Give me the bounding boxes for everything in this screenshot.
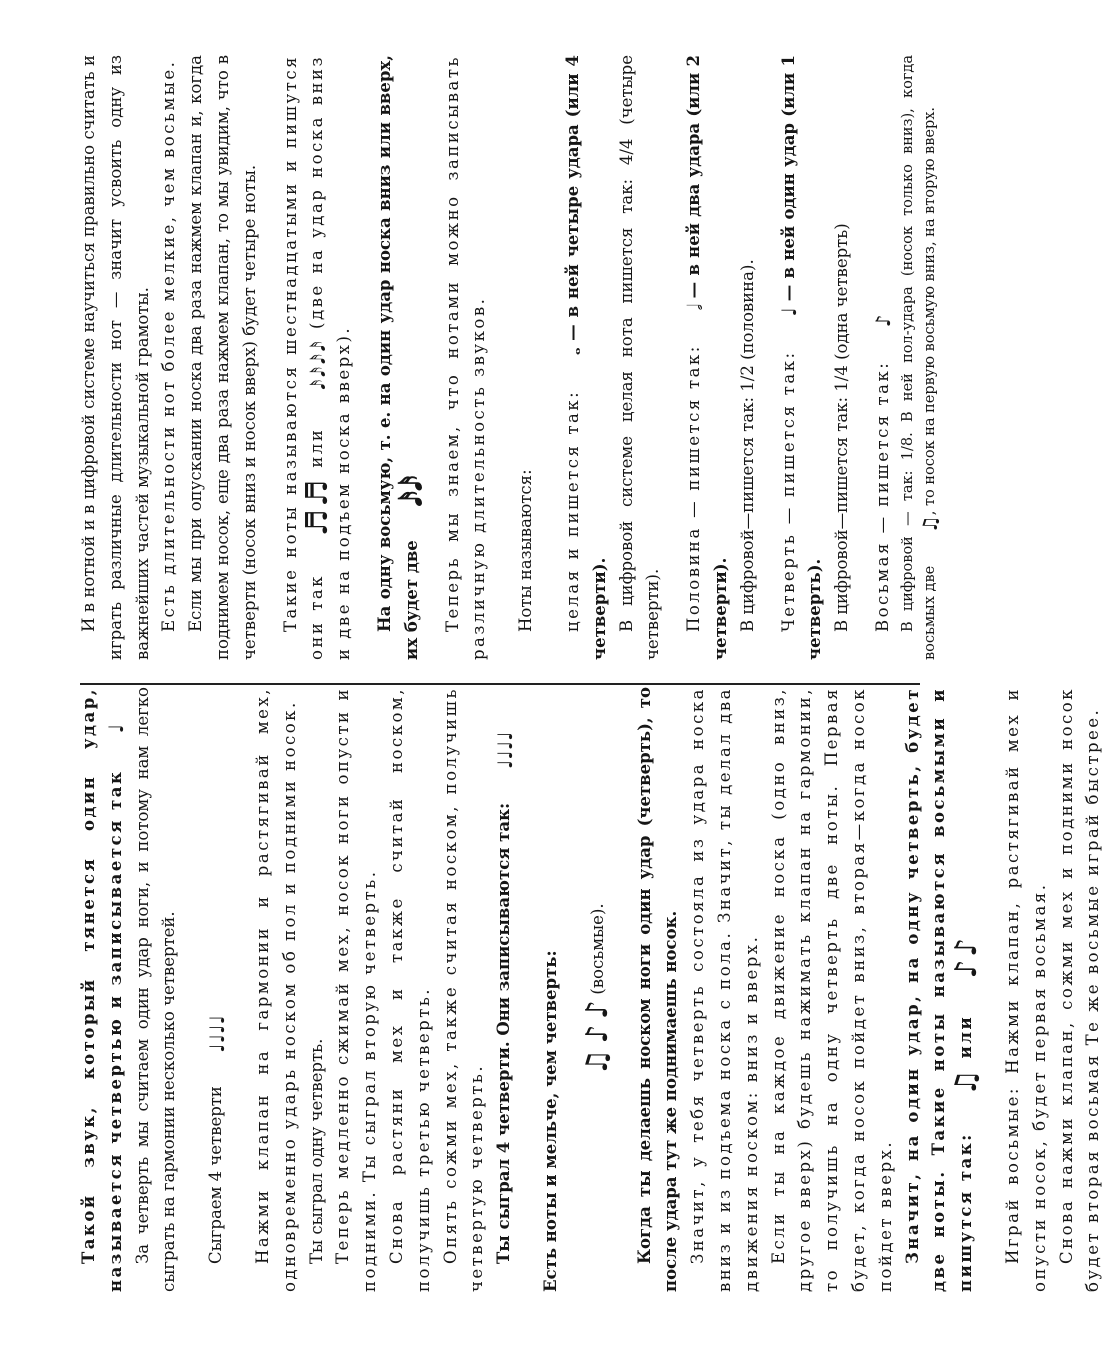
beamed-eighths-icon: ♫ bbox=[948, 1066, 984, 1096]
paragraph-play-eighths: Играй восьмые: Нажми клапан, растягивай мех и опусти носок, будет первая восьмая. bbox=[1002, 687, 1049, 1292]
beamed-eighths-icon: ♫ bbox=[917, 515, 942, 534]
paragraph-two-per-eighth: На одну восьмую, т. е. на один удар носка вниз или вверх, их будет две 𝅘𝅥𝅯𝅘𝅥𝅯 bbox=[374, 55, 430, 660]
right-column bbox=[76, 55, 941, 660]
paragraph-quarter-note: Четверть — пишется так: ♩ — в ней один удар (или 1 четверть). bbox=[777, 54, 825, 660]
paragraph-second-quarter: Теперь медленно сжимай мех, носок ноги опусти и подними. Ты сыграл вторую четверть. bbox=[333, 687, 380, 1292]
four-quarter-notes-icon: ♩♩♩♩ bbox=[492, 731, 517, 770]
paragraph-half-note: Половина — пишется так: 𝅗𝅥 — в ней два удара (или 2 четверти). bbox=[682, 54, 730, 660]
paragraph-third-quarter: Снова растяни мех и также считай носком, получишь третью четверть. bbox=[386, 687, 433, 1292]
paragraph-notes-named: Ноты называются: bbox=[516, 469, 536, 632]
paragraph-smaller-notes: Есть ноты и мельче, чем четверть: bbox=[540, 950, 560, 1292]
sixteenth-notes-icon: 𝅘𝅥𝅯𝅘𝅥𝅯 bbox=[394, 475, 430, 507]
paragraph-play-four: Сыграем 4 четверти ♩♩♩♩ bbox=[204, 1015, 229, 1264]
quarter-definition: Такой звук, который тянется один удар, называется четвертью и записывается так ♩ bbox=[79, 687, 129, 1292]
paragraph-whole-note: целая и пишется так: 𝅝 — в ней четыре удара (или 4 четверти). bbox=[561, 54, 609, 660]
half-note-icon: 𝅗𝅥 bbox=[682, 304, 707, 311]
eighth-note-icon: ♪♪ bbox=[948, 935, 984, 979]
paragraph-press-key: Нажми клапан на гармонии и растягивай мех, одновременно ударь носком об пол и подними носок. bbox=[252, 687, 299, 1292]
whole-note-icon: 𝅝 bbox=[561, 347, 586, 356]
paragraph-durations: Теперь мы знаем, что нотами можно записывать различную длительность звуков. bbox=[442, 55, 489, 660]
four-quarter-notes-icon: ♩♩♩♩ bbox=[204, 1015, 229, 1053]
eighths-example: ♫ ♪ ♪ (восьмые). bbox=[580, 903, 616, 1076]
sixteenth-notes-icon: 𝅘𝅥𝅯𝅘𝅥𝅯𝅘𝅥𝅯𝅘𝅥𝅯 bbox=[305, 338, 330, 390]
paragraph-rhythm-intro: И в нотной и в цифровой системе научиться правильно считать и играть различные длительности нот — значит усвоить одну из важнейших частей музыкальной грамоты. bbox=[79, 55, 152, 660]
eighth-note-icon: ♪ bbox=[580, 1024, 616, 1044]
paragraph-smaller-durations: Есть длительности нот более мелкие, чем восьмые. bbox=[159, 59, 179, 632]
paragraph-fourth-quarter: Опять сожми мех, также считая носком, получишь четвертую четверть. bbox=[440, 687, 487, 1292]
paragraph-four-quarters-written: Ты сыграл 4 четверти. Они записываются так: ♩♩♩♩ bbox=[492, 731, 517, 1264]
beamed-eighths-icon: ♫ bbox=[580, 1048, 616, 1076]
paragraph-quarter-digital: В цифровой—пишется так: 1/4 (одна четверть) bbox=[832, 223, 852, 632]
quarter-note-icon: ♩ bbox=[777, 307, 802, 317]
paragraph-sixteenths: Такие ноты называются шестнадцатыми и пишутся они так ♬♬ или 𝅘𝅥𝅯𝅘𝅥𝅯𝅘𝅥𝅯𝅘𝅥𝅯 (две на удар носка вниз и две на подъем носка вверх). bbox=[280, 54, 354, 660]
paragraph-one-quarter: Ты сыграл одну четверть. bbox=[306, 1038, 326, 1264]
left-column bbox=[76, 687, 1107, 1292]
eighth-note-icon: ♪ bbox=[580, 999, 616, 1020]
paragraph-quarter-count: За четверть мы считаем один удар ноги, и потому нам легко сыграть на гармонии несколько четвертей. bbox=[132, 687, 179, 1292]
paragraph-eighths-definition: Значит, на один удар, на одну четверть, будет две ноты. Такие ноты называются восьмыми и пишутся так: ♫ или ♪♪ bbox=[902, 687, 984, 1292]
sixteenth-notes-icon: ♬♬ bbox=[299, 477, 335, 537]
paragraph-whole-digital: В цифровой системе целая нота пишется так: 4/4 (четыре четверти). bbox=[616, 55, 663, 660]
eighth-note-icon: ♪ bbox=[871, 314, 896, 328]
paragraph-eighth-note: Восьмая — пишется так: ♪ bbox=[871, 314, 896, 632]
rotated-page bbox=[20, 25, 1103, 1340]
paragraph-two-motions: Значит, у тебя четверть состояла из удара носка вниз и из подъема носка с пола. Значит, ты делал два движения носком: вниз и вверх. bbox=[688, 687, 761, 1292]
paragraph-each-motion: Если ты на каждое движение носка (одно вниз, другое вверх) будешь нажимать клапан на гармонии, то получишь на одну четверть две ноты. Первая будет, когда носок пойдет вниз, вторая—когда носок пойдет вверх. bbox=[768, 687, 895, 1292]
paragraph-one-beat: Когда ты делаешь носком ноги один удар (четверть), то после удара тут же поднимаешь носок. bbox=[634, 687, 681, 1292]
quarter-note-icon: ♩ bbox=[104, 721, 129, 734]
paragraph-four-notes: Если мы при опускании носка два раза нажмем клапан и, когда поднимем носок, еще два раза нажмем клапан, то мы увидим, что в четверти (носок вниз и носок вверх) будет четыре ноты. bbox=[186, 55, 259, 660]
paragraph-again-press: Снова нажми клапан, сожми мех и подними носок будет вторая восьмая Те же восьмые играй быстрее. bbox=[1056, 687, 1103, 1292]
paragraph-half-digital: В цифровой—пишется так: 1/2 (половина). bbox=[737, 259, 757, 632]
paragraph-eighth-digital: В цифровой — так: 1/8. В ней пол-удара (носок только вниз), когда восьмых две ♫, то носок на первую восьмую вниз, на вторую вверх. bbox=[899, 55, 942, 660]
column-divider bbox=[80, 684, 920, 686]
